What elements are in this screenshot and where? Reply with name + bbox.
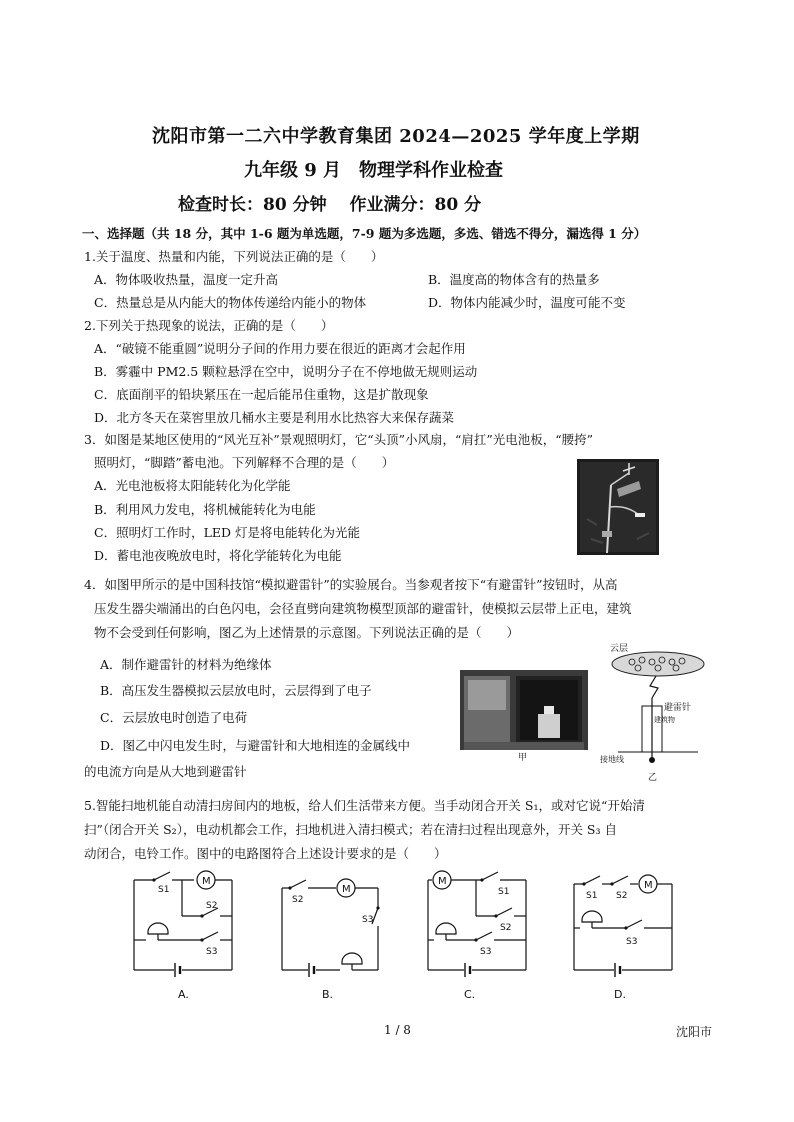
circuit-d-label: D. bbox=[614, 988, 626, 1001]
q1-stem: 1.关于温度、热量和内能，下列说法正确的是（ ） bbox=[84, 249, 384, 264]
lightning-exhibit-photo bbox=[460, 670, 588, 762]
motor-icon: M bbox=[438, 876, 447, 887]
q4-stem-line1: 4．如图甲所示的是中国科技馆“模拟避雷针”的实验展台。当参观者按下“有避雷针”按钮时，从高 bbox=[84, 577, 618, 592]
q3-option-b: B．利用风力发电，将机械能转化为电能 bbox=[94, 502, 316, 517]
q3-option-c: C．照明灯工作时，LED 灯是将电能转化为光能 bbox=[94, 525, 360, 540]
q1-option-d: D．物体内能减少时，温度可能不变 bbox=[428, 295, 626, 310]
circuit-c-label: C. bbox=[464, 988, 476, 1001]
q5-stem-line2: 扫”（闭合开关 S₂），电动机都会工作，扫地机进入清扫模式；若在清扫过程出现意外，开关 S₃ 自 bbox=[84, 822, 617, 837]
circuit-diagram-a bbox=[120, 866, 245, 1004]
q1-option-b: B．温度高的物体含有的热量多 bbox=[428, 272, 600, 287]
switch-s1-label: S1 bbox=[158, 885, 170, 895]
footer-city: 沈阳市 bbox=[676, 1025, 713, 1039]
building-label: 建筑物 bbox=[654, 716, 675, 724]
q4-option-a: A．制作避雷针的材料为绝缘体 bbox=[100, 657, 272, 672]
exam-meta: 检查时长：80 分钟 作业满分：80 分 bbox=[178, 195, 482, 215]
circuit-a-label: A. bbox=[178, 988, 189, 1001]
q4-option-c: C．云层放电时创造了电荷 bbox=[100, 710, 248, 725]
q2-option-d: D．北方冬天在菜窖里放几桶水主要是利用水比热容大来保存蔬菜 bbox=[94, 410, 455, 425]
q2-option-c: C．底面削平的铅块紧压在一起后能吊住重物，这是扩散现象 bbox=[94, 387, 429, 402]
rod-label: 避雷针 bbox=[664, 703, 692, 713]
q2-option-a: A．“破镜不能重圆”说明分子间的作用力要在很近的距离才会起作用 bbox=[94, 341, 466, 356]
switch-s3-label: S3 bbox=[626, 937, 638, 947]
q1-option-c: C．热量总是从内能大的物体传递给内能小的物体 bbox=[94, 295, 367, 310]
switch-s2-label: S2 bbox=[206, 901, 218, 911]
fig-yi-label: 乙 bbox=[648, 773, 658, 783]
switch-s3-label: S3 bbox=[480, 947, 492, 957]
switch-s2-label: S2 bbox=[292, 895, 304, 905]
q2-stem: 2.下列关于热现象的说法，正确的是（ ） bbox=[84, 318, 334, 333]
switch-s2-label: S2 bbox=[616, 891, 628, 901]
switch-s3-label: S3 bbox=[206, 947, 218, 957]
motor-icon: M bbox=[342, 884, 351, 895]
q4-stem-line2: 压发生器尖端涌出的白色闪电，会径直劈向建筑物模型顶部的避雷针，使模拟云层带上正电，建筑 bbox=[94, 601, 632, 616]
circuit-diagram-b bbox=[268, 866, 393, 1004]
q4-option-d-line2: 的电流方向是从大地到避雷针 bbox=[84, 764, 247, 779]
section-heading: 一、选择题（共 18 分，其中 1-6 题为单选题，7-9 题为多选题，多选、错选不得分，漏选得 1 分） bbox=[82, 226, 647, 241]
circuit-diagram-d bbox=[560, 866, 685, 1004]
q3-stem-line1: 3．如图是某地区使用的“风光互补”景观照明灯，它“头顶”小风扇，“肩扛”光电池板，“腰挎” bbox=[84, 432, 594, 447]
switch-s1-label: S1 bbox=[498, 887, 510, 897]
switch-s2-label: S2 bbox=[500, 923, 512, 933]
q4-option-d-line1: D．图乙中闪电发生时，与避雷针和大地相连的金属线中 bbox=[100, 738, 411, 753]
q5-stem-line3: 动闭合，电铃工作。图中的电路图符合上述设计要求的是（ ） bbox=[84, 846, 447, 861]
page-title: 沈阳市第一二六中学教育集团 2024—2025 学年度上学期 bbox=[152, 126, 640, 147]
q2-option-b: B．雾霾中 PM2.5 颗粒悬浮在空中，说明分子在不停地做无规则运动 bbox=[94, 364, 478, 379]
q3-option-a: A．光电池板将太阳能转化为化学能 bbox=[94, 478, 291, 493]
switch-s3-label: S3 bbox=[362, 915, 374, 925]
page-number: 1 / 8 bbox=[384, 1023, 411, 1037]
motor-icon: M bbox=[644, 880, 653, 891]
q5-stem-line1: 5.智能扫地机能自动清扫房间内的地板，给人们生活带来方便。当手动闭合开关 S₁，或对它说“开始清 bbox=[84, 798, 645, 813]
motor-icon: M bbox=[202, 876, 211, 887]
ground-label: 接地线 bbox=[600, 755, 624, 764]
q3-stem-line2: 照明灯，“脚踏”蓄电池。下列解释不合理的是（ ） bbox=[94, 455, 395, 470]
q4-stem-line3: 物不会受到任何影响，图乙为上述情景的示意图。下列说法正确的是（ ） bbox=[94, 625, 520, 640]
lightning-bolt bbox=[650, 676, 658, 698]
lightning-rod-diagram bbox=[598, 640, 708, 785]
switch-s1-label: S1 bbox=[586, 891, 598, 901]
q4-option-b: B．高压发生器模拟云层放电时，云层得到了电子 bbox=[100, 683, 372, 698]
cloud-label: 云层 bbox=[610, 644, 629, 654]
q1-option-a: A．物体吸收热量，温度一定升高 bbox=[94, 272, 279, 287]
page-subtitle: 九年级 9 月 物理学科作业检查 bbox=[244, 160, 504, 181]
q3-option-d: D．蓄电池夜晚放电时，将化学能转化为电能 bbox=[94, 548, 342, 563]
circuit-diagram-c bbox=[414, 866, 539, 1004]
street-lamp-photo bbox=[577, 459, 659, 555]
circuit-b-label: B. bbox=[322, 988, 334, 1001]
fig-jia-label: 甲 bbox=[518, 753, 528, 762]
